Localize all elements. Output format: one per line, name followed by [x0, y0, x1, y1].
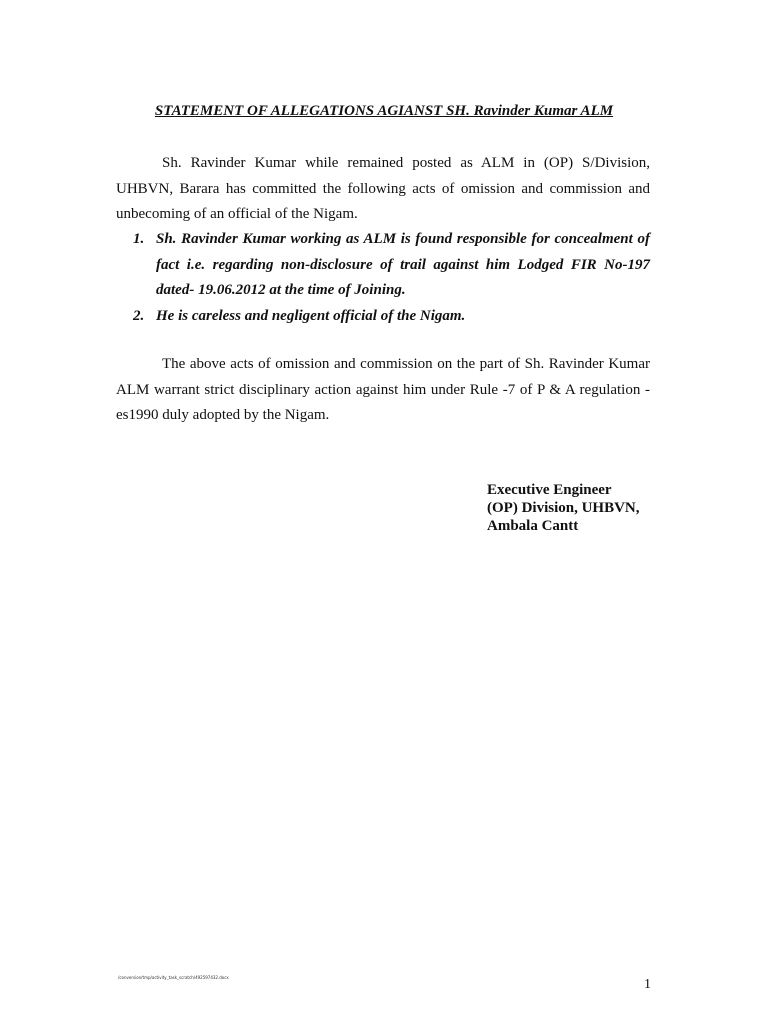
allegation-number: 2. [133, 307, 145, 324]
allegation-item [116, 227, 650, 304]
allegation-text: He is careless and negligent official of the Nigam. [156, 307, 466, 324]
allegation-item [116, 304, 650, 330]
intro-paragraph: Sh. Ravinder Kumar while remained posted as ALM in (OP) S/Division, UHBVN, Barara has committed the following acts of omission and commission and unbecoming of an official of the Nigam. [116, 155, 650, 222]
signature-block [487, 481, 640, 535]
signatory-location: Ambala Cantt [487, 518, 579, 534]
page-number: 1 [644, 977, 651, 992]
allegation-number: 1. [133, 231, 145, 247]
footer-file-path: /conversion/tmp/activity_task_scratch/492597432.docx [118, 975, 229, 980]
signatory-division: (OP) Division, UHBVN, [487, 500, 640, 516]
signatory-title: Executive Engineer [487, 482, 612, 498]
allegation-text: Sh. Ravinder Kumar working as ALM is found responsible for concealment of fact i.e. regarding non-disclosure of trail against him Lodged FIR No-197 dated- 19.06.2012 at the time of Joining. [156, 231, 650, 298]
allegations-list [116, 227, 650, 329]
conclusion-paragraph: The above acts of omission and commission on the part of Sh. Ravinder Kumar ALM warrant strict disciplinary action against him under Rule -7 of P & A regulation -es1990 duly adopted by the Nigam. [116, 356, 650, 423]
document-title: STATEMENT OF ALLEGATIONS AGIANST SH. Ravinder Kumar ALM [154, 103, 614, 119]
